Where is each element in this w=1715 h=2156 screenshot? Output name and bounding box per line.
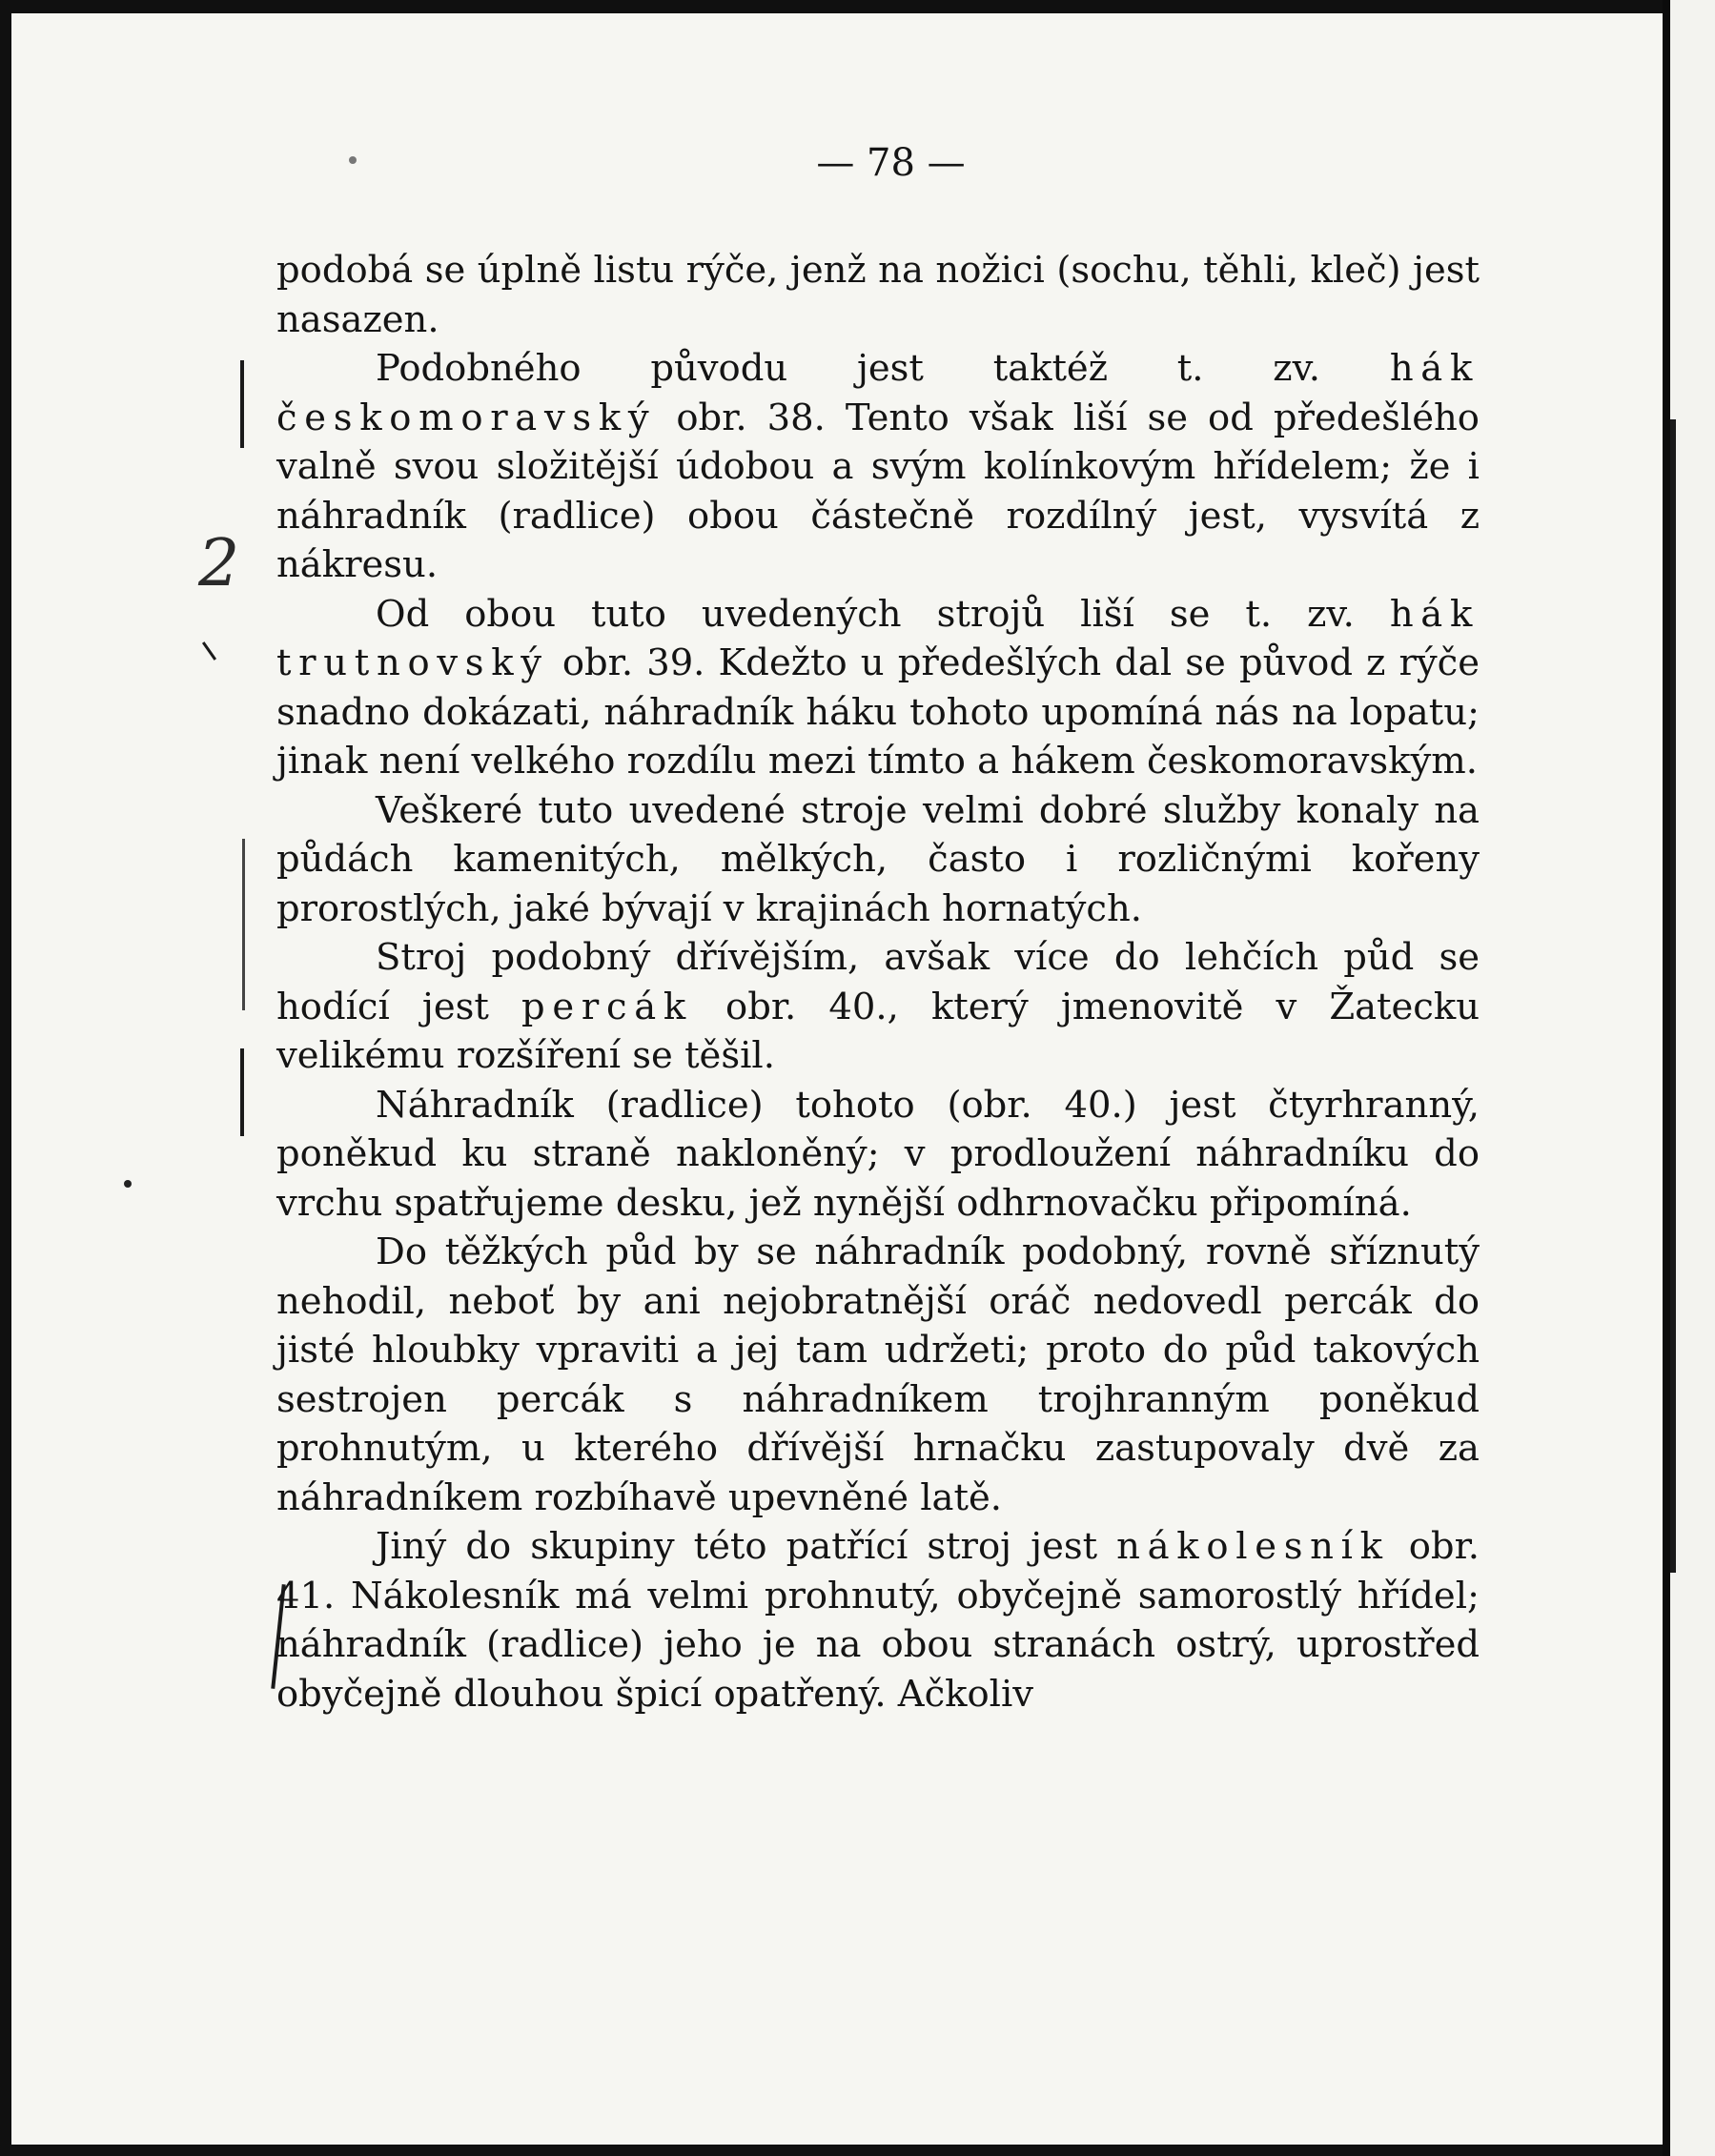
text-run: Náhradník (radlice) tohoto (obr. 40.) jest čtyrhranný, poněkud ku straně nakloněný; v prodloužení náhradníku do vrchu spatřujeme desku, jež nynější odhrnovačku připomíná.	[276, 1083, 1480, 1225]
text-run: Jiný do skupiny této patřící stroj jest	[376, 1525, 1117, 1568]
text-run: Do těžkých půd by se náhradník podobný, rovně sříznutý nehodil, neboť by ani nejobratnější oráč nedovedl percák do jisté hloubky vpraviti a jej tam udržeti; proto do půd takových sestrojen percák s náhradníkem trojhranným poněkud prohnutým, u kterého dřívější hrnačku zastupovaly dvě za náhradníkem rozbíhavě upevněné latě.	[276, 1231, 1480, 1519]
margin-pencil-mark	[242, 839, 245, 1010]
scan-speck	[349, 156, 357, 164]
page-edge-shadow	[1663, 0, 1670, 2156]
body-text	[276, 246, 1480, 1719]
spaced-term: hák trutnovský	[276, 592, 1480, 684]
paragraph	[276, 246, 1480, 344]
paragraph	[276, 344, 1480, 590]
text-run: obr. 38. Tento však liší se od předešlého valně svou složitější údobou a svým kolínkovým hřídelem; že i náhradník (radlice) obou částečně rozdílný jest, vysvítá z nákresu.	[276, 396, 1480, 586]
text-run: Stroj podobný dřívějším, avšak více do lehčích půd se hodící jest	[276, 936, 1480, 1028]
paragraph	[276, 590, 1480, 786]
paragraph	[276, 1522, 1480, 1719]
text-run: obr. 39. Kdežto u předešlých dal se původ z rýče snadno dokázati, náhradník háku tohoto upomíná nás na lopatu; jinak není velkého rozdílu mezi tímto a hákem českomoravským.	[276, 641, 1480, 783]
text-run: podobá se úplně listu rýče, jenž na nožici (sochu, těhli, kleč) jest nasazen.	[276, 249, 1480, 341]
paragraph	[276, 1081, 1480, 1229]
margin-pencil-mark	[240, 360, 244, 448]
scan-speck	[124, 1180, 132, 1188]
margin-handwritten-digit: 2	[198, 526, 240, 601]
text-run: obr. 41. Nákolesník má velmi prohnutý, obyčejně samorostlý hřídel; náhradník (radlice) jeho je na obou stranách ostrý, uprostřed obyčejně dlouhou špicí opatřený. Ačkoliv	[276, 1525, 1480, 1716]
text-run: Od obou tuto uvedených strojů liší se t. zv.	[376, 592, 1390, 636]
text-run: obr. 40., který jmenovitě v Žatecku velikému rozšíření se těšil.	[276, 985, 1480, 1077]
spaced-term: percák	[521, 985, 693, 1028]
spaced-term: hák českomoravský	[276, 347, 1480, 439]
text-run: Veškeré tuto uvedené stroje velmi dobré služby konaly na půdách kamenitých, mělkých, často i rozličnými kořeny prorostlých, jaké bývají v krajinách hornatých.	[276, 788, 1480, 930]
paragraph	[276, 933, 1480, 1081]
paragraph	[276, 786, 1480, 934]
page-number: — 78 —	[816, 141, 966, 185]
margin-pencil-mark	[240, 1048, 244, 1136]
paragraph	[276, 1228, 1480, 1522]
margin-pencil-mark	[1670, 419, 1676, 1573]
spaced-term: nákolesník	[1116, 1525, 1390, 1568]
text-run: Podobného původu jest taktéž t. zv.	[376, 347, 1390, 390]
